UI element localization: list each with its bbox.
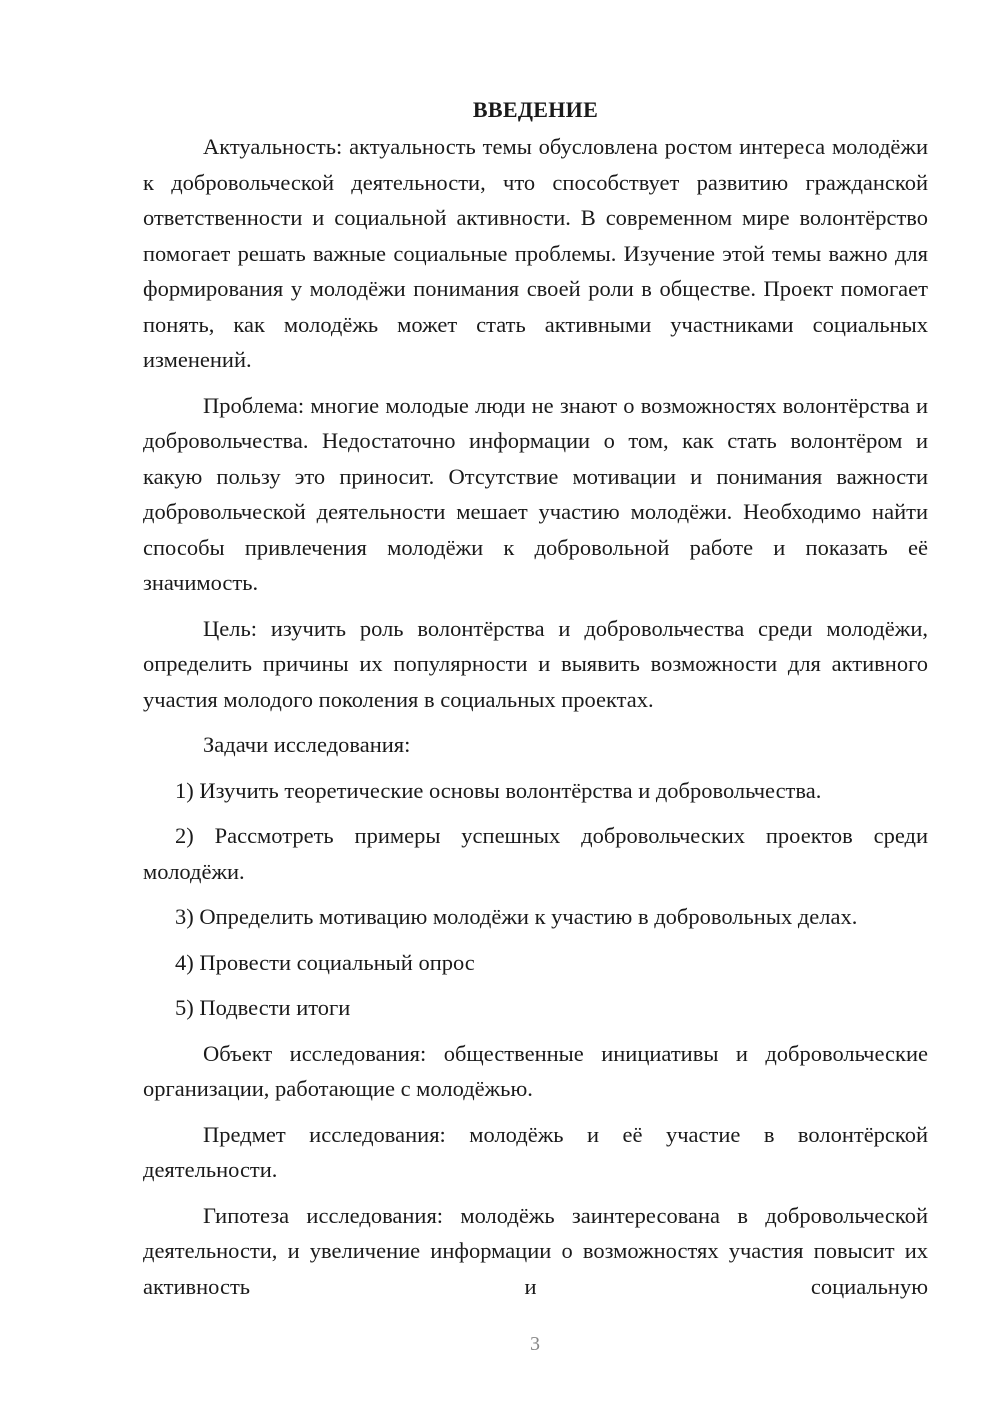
paragraph-goal: Цель: изучить роль волонтёрства и добровольчества среди молодёжи, определить причины их популярности и выявить возможности для активного участия молодого поколения в социальных проектах. — [143, 615, 928, 712]
task-item-5: 5) Подвести итоги — [175, 995, 351, 1020]
paragraph-problem: Проблема: многие молодые люди не знают о возможностях волонтёрства и добровольчества. Недостаточно информации о том, как стать волонтёром и какую пользу это приносит. Отсутствие мотивации и понимания важности добровольческой деятельности мешает участию молодёжи. Необходимо найти способы привлечения молодёжи к добровольной работе и показать её значимость. — [143, 392, 928, 595]
paragraph-relevance: Актуальность: актуальность темы обусловлена ростом интереса молодёжи к добровольческой деятельности, что способствует развитию гражданской ответственности и социальной активности. В современном мире волонтёрство помогает решать важные социальные проблемы. Изучение этой темы важно для формирования у молодёжи понимания своей роли в обществе. Проект помогает понять, как молодёжь может стать активными участниками социальных изменений. — [143, 134, 928, 372]
task-item-3: 3) Определить мотивацию молодёжи к участию в добровольных делах. — [175, 904, 858, 929]
paragraph-hypothesis: Гипотеза исследования: молодёжь заинтересована в добровольческой деятельности, и увеличение информации о возможностях участия повысит их активность и социальную — [143, 1202, 928, 1299]
section-title: ВВЕДЕНИЕ — [472, 97, 599, 122]
document-page — [143, 92, 928, 1314]
task-item-4: 4) Провести социальный опрос — [175, 949, 475, 975]
task-item-2: 2) Рассмотреть примеры успешных добровольческих проектов среди молодёжи. — [143, 823, 928, 884]
tasks-heading: Задачи исследования: — [203, 732, 411, 757]
paragraph-object: Объект исследования: общественные инициативы и добровольческие организации, работающие с молодёжью. — [143, 1040, 928, 1101]
page-number: 3 — [530, 1333, 540, 1355]
task-item-1: 1) Изучить теоретические основы волонтёрства и добровольчества. — [175, 777, 822, 803]
paragraph-subject: Предмет исследования: молодёжь и её участие в волонтёрской деятельности. — [143, 1121, 928, 1182]
